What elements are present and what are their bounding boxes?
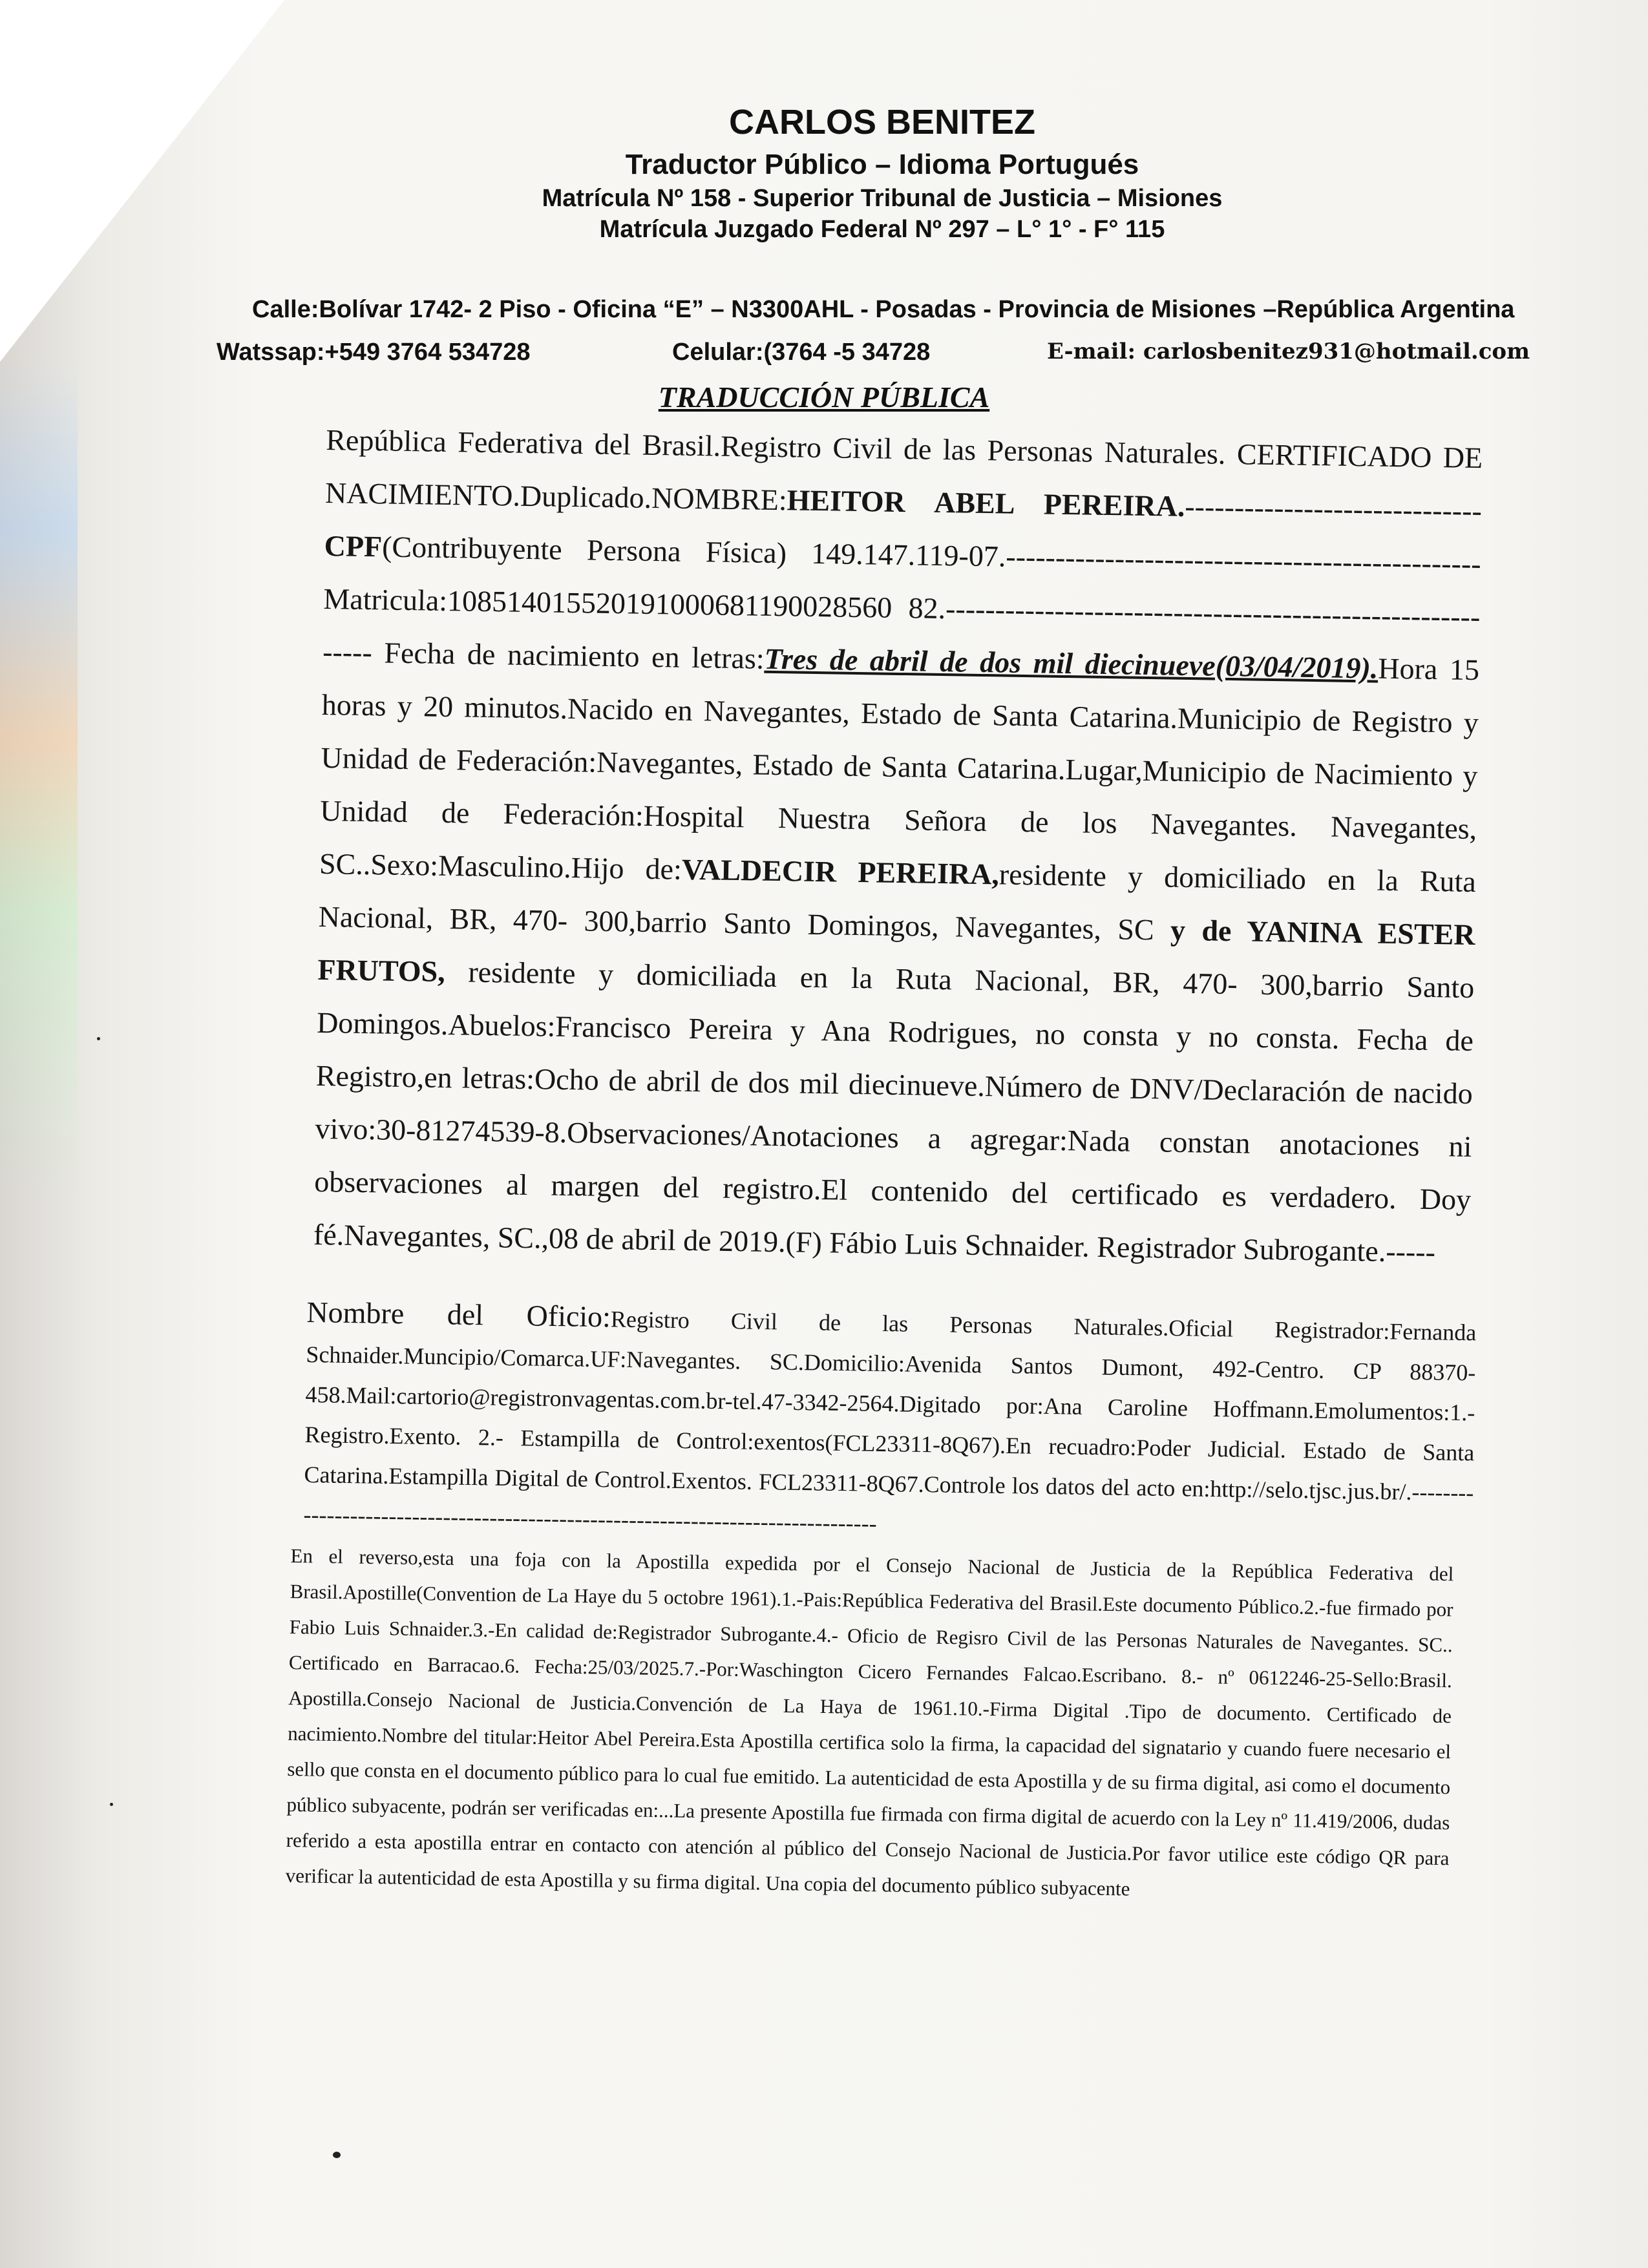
apostille-text: En el reverso,esta una foja con la Apostilla expedida por el Consejo Nacional de Justicia de la República Federativa del Brasil.Apostille(Convention de La Haye du 5 octobre 1961).1.-Pais:República Federativa del Brasil.Este documento Público.2.-fue firmado por Fabio Luis Schnaider.3.-En calidad de:Registrador Subrogante.4.- Oficio de Regisro Civil de las Personas Naturales de Navegantes. SC.. Certificado en Barracao.6. Fecha:25/03/2025.7.-Por:Waschington Cicero Fernandes Falcao.Escribano. 8.- nº 0612246-25-Sello:Brasil. Apostilla.Consejo Nacional de Justicia.Convención de La Haya de 1961.10.-Firma Digital .Tipo de documento. Certificado de nacimiento.Nombre del titular:Heitor Abel Pereira.Esta Apostilla certifica solo la firma, la capacidad del signatario y cuando fuere necesario el sello que consta en el documento público para lo cual fue emitido. La autenticidad de esta Apostilla y de su firma digital, asi como el documento público subyacente, podrán ser verificadas en:...La presente Apostilla fue firmada con firma digital de acuerdo con la Ley nº 11.419/2006, dudas referido a esta apostilla entrar en contacto con atención al público del Consejo Nacional de Justicia.Por favor utilice este código QR para verificar la autenticidad de esta Apostilla y su firma digital. Una copia del documento público subyacente [285,1544,1454,1900]
translator-name: CARLOS BENITEZ [728,103,1035,142]
birth-details-text: Hora 15 horas y 20 minutos.Nacido en Navegantes, Estado de Santa Catarina.Municipio de Registro y Unidad de Federación:Navegantes, Estado de Santa Catarina.Lugar,Municipio de Nacimiento y Unidad de Federación:Hospital Nuestra Señora de los Navegantes. Navegantes, SC..Sexo:Masculino.Hijo de: [319,651,1480,886]
whatsapp-number: Watssap:+549 3764 534728 [217,339,531,366]
document-title: TRADUCCIÓN PÚBLICA [658,381,990,414]
birth-date-value: Tres de abril de dos mil diecinueve(03/04/2019). [764,642,1379,685]
matricula-superior-tribunal: Matrícula Nº 158 - Superior Tribunal de Justicia – Misiones [542,185,1223,212]
birth-date-label: Fecha de nacimiento en letras: [384,636,765,675]
office-address: Calle:Bolívar 1742- 2 Piso - Oficina “E” – N3300AHL - Posadas - Provincia de Misiones –República Argentina [252,296,1515,323]
cellphone-number: Celular:(3764 -5 34728 [672,339,931,366]
office-details [303,1292,1477,1553]
cpf-label: CPF [324,529,383,563]
mother-name: YANINA ESTER FRUTOS, [317,914,1475,988]
matricula-juzgado-federal: Matrícula Juzgado Federal Nº 297 – L° 1° - F° 115 [599,216,1165,243]
scan-light-artifact [0,362,78,1202]
filler-dashes: ------------------------------------------------ [1005,540,1481,581]
cpf-text: (Contribuyente Persona Física) 149.147.119-07. [381,530,1006,573]
office-details-text: Registro Civil de las Personas Naturales.Oficial Registrador:Fernanda Schnaider.Muncipio/Comarca.UF:Navegantes. SC.Domicilio:Avenida Santos Dumont, 492-Centro. CP 88370-458.Mail:cartorio@registronvagentas.com.br-tel.47-3342-2564.Digitado por:Ana Caroline Hoffmann.Emolumentos:1.-Registro.Exento. 2.- Estampilla de Control:exentos(FCL23311-8Q67).En recuadro:Poder Judicial. Estado de Santa Catarina.Estampilla Digital de Control.Exentos. FCL23311-8Q67.Controle los datos del acto en:http://selo.tjsc.jus.br/. [304,1306,1477,1505]
matricula-number: Matricula:108514015520191000681190028560 82. [323,582,946,625]
child-name: HEITOR ABEL PEREIRA. [787,483,1185,523]
ink-speck [110,1803,113,1806]
filler-dashes: ------------------------------ [1184,489,1483,528]
filler-dashes: ----------------------------------------------------------- [322,592,1481,669]
father-name: VALDECIR PEREIRA, [681,852,1000,891]
ink-speck [97,1037,100,1040]
y-de-text: y de [1170,913,1247,948]
ink-speck [333,2152,341,2158]
translation-body [313,414,1483,1279]
translator-role: Traductor Público – Idioma Portugués [625,149,1139,180]
oficio-label: Nombre del Oficio: [306,1295,611,1334]
email-address: E-mail: carlosbenitez931@hotmail.com [1047,339,1530,364]
father-address-text: residente y domiciliado en la Ruta Nacional, BR, 470- 300,barrio Santo Domingos, Navegantes, SC [318,857,1477,947]
registry-header-text: República Federativa del Brasil.Registro Civil de las Personas Naturales. CERTIFICADO DE NACIMIENTO.Duplicado.NOMBRE: [324,423,1483,517]
folded-corner [0,0,284,362]
registration-details-text: residente y domiciliada en la Ruta Nacional, BR, 470- 300,barrio Santo Domingos.Abuelos:Francisco Pereira y Ana Rodrigues, no consta y no consta. Fecha de Registro,en letras:Ocho de abril de dos mil diecinueve.Número de DNV/Declaración de nacido vivo:30-81274539-8.Observaciones/Anotaciones a agregar:Nada constan anotaciones ni observaciones al margen del registro.El contenido del certificado es verdadero. Doy fé.Navegantes, SC.,08 de abril de 2019.(F) Fábio Luis Schnaider. Registrador Subrogante.----- [313,954,1475,1269]
filler-dashes: ---------------------------------------------------------------------------------- [303,1478,1474,1537]
